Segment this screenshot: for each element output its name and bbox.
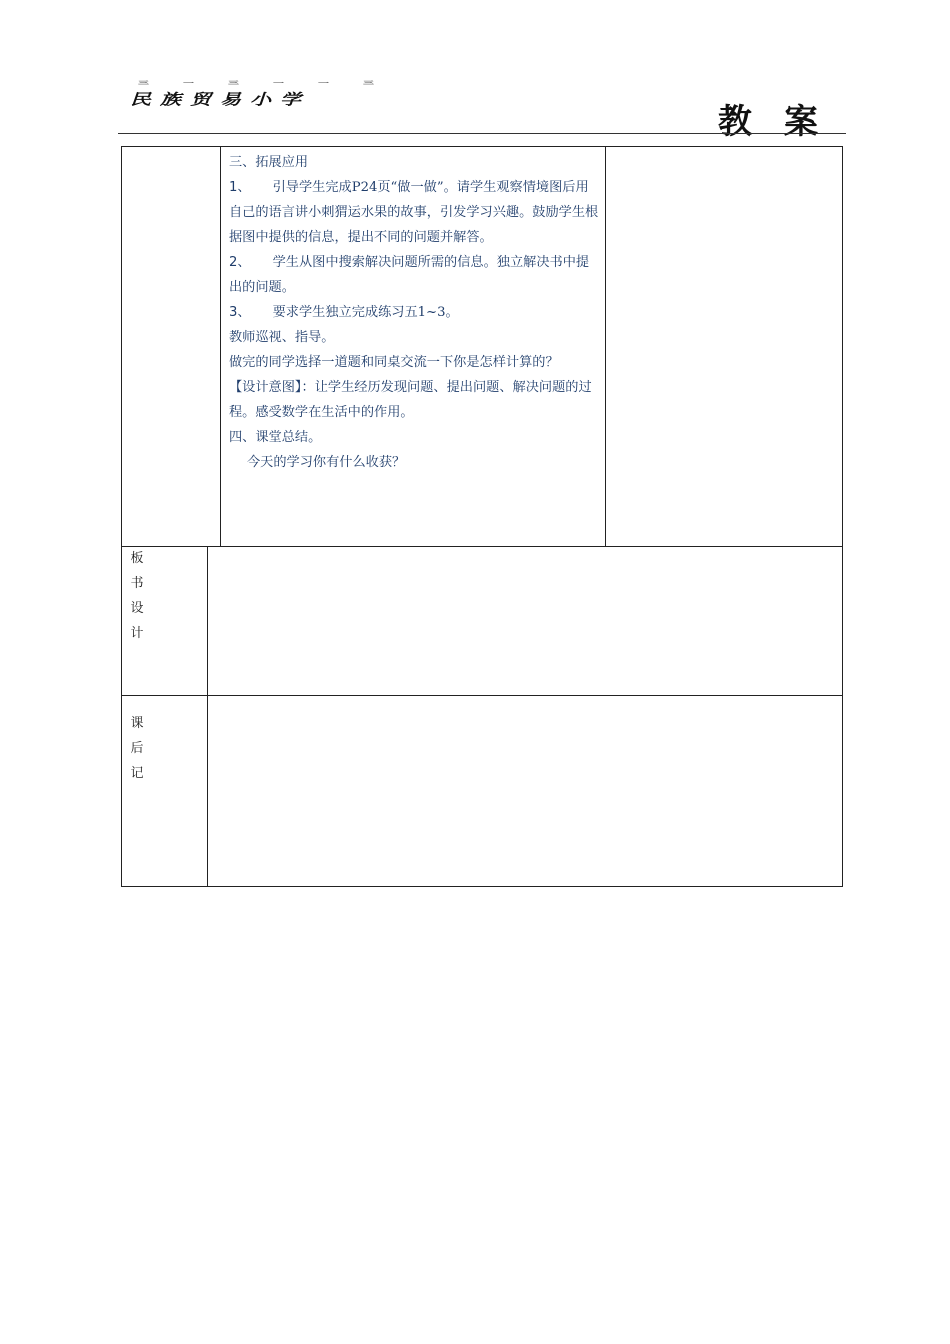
lesson-left-divider	[220, 146, 221, 547]
step-3	[229, 300, 601, 325]
step-3-text: 要求学生独立完成练习五1~3。	[272, 305, 459, 320]
section-heading-summary: 四、课堂总结。	[229, 430, 322, 445]
board-design-label: 板 书 设 计	[130, 551, 144, 641]
peer-exchange: 做完的同学选择一道题和同桌交流一下你是怎样计算的？	[229, 355, 559, 370]
step-1	[229, 175, 601, 250]
step-1-marker: 1、	[229, 180, 251, 195]
teacher-patrol: 教师巡视、指导。	[229, 330, 335, 345]
design-intent: 【设计意图】：让学生经历发现问题、提出问题、解决问题的过程。感受数学在生活中的作用。	[229, 380, 592, 420]
reflection-label: 课 后 记	[130, 716, 144, 781]
step-2-marker: 2、	[229, 255, 251, 270]
lesson-content	[229, 150, 601, 475]
header-divider	[118, 133, 846, 134]
logo-upper-strip: 三一三一一三	[138, 80, 408, 86]
lesson-right-divider	[605, 146, 606, 547]
school-logo	[130, 78, 430, 114]
reflection-cell[interactable]	[208, 696, 842, 886]
step-1-text: 引导学生完成P24页“做一做”。请学生观察情境图后用自己的语言讲小刺猬运水果的故事，引发学习兴趣。鼓励学生根据图中提供的信息，提出不同的问题并解答。	[229, 180, 599, 245]
summary-question: 今天的学习你有什么收获？	[247, 455, 406, 470]
step-2	[229, 250, 601, 300]
section-heading-extend: 三、拓展应用	[229, 155, 309, 170]
doc-title: 教案	[718, 102, 850, 142]
board-design-cell[interactable]	[208, 547, 842, 695]
step-2-text: 学生从图中搜索解决问题所需的信息。独立解决书中提出的问题。	[229, 255, 590, 295]
logo-school-name: 民族贸易小学	[130, 90, 310, 109]
step-3-marker: 3、	[229, 305, 251, 320]
